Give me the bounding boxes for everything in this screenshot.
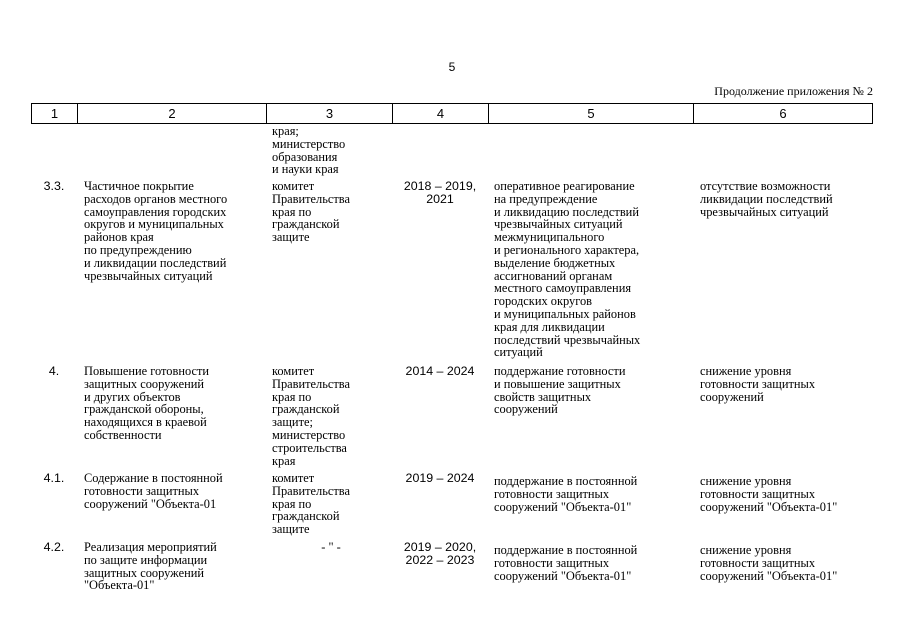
row-period: 2019 – 2020, 2022 – 2023 bbox=[403, 540, 477, 567]
page-number: 5 bbox=[448, 60, 456, 74]
row-consequence: снижение уровня готовности защитных сооружений bbox=[700, 364, 816, 404]
row-name: Содержание в постоянной готовности защитных сооружений "Объекта-01 bbox=[84, 471, 223, 511]
row-result: оперативное реагирование на предупреждение и ликвидацию последствий чрезвычайных ситуаций межмуниципального и регионального характера, выделение бюджетных ассигнований органам местного самоуправления городских округов и муниципальных районов края для ликвидации последствий чрезвычайных ситуаций bbox=[494, 179, 641, 360]
row-period: 2019 – 2024 bbox=[405, 471, 475, 485]
row-result: поддержание готовности и повышение защитных свойств защитных сооружений bbox=[494, 364, 626, 417]
row-result: поддержание в постоянной готовности защитных сооружений "Объекта-01" bbox=[494, 474, 638, 514]
row-period: 2018 – 2019, 2021 bbox=[403, 179, 477, 206]
row-number: 4. bbox=[48, 364, 60, 378]
row-name: Реализация мероприятий по защите информации защитных сооружений "Объекта-01" bbox=[84, 540, 217, 593]
row-executor: - " - bbox=[321, 540, 341, 554]
header-col-3: 3 bbox=[267, 104, 393, 123]
row-number: 3.3. bbox=[43, 179, 65, 193]
row-name: Повышение готовности защитных сооружений и других объектов гражданской обороны, находящихся в краевой собственности bbox=[84, 364, 210, 442]
header-col-1: 1 bbox=[32, 104, 78, 123]
continuation-note: Продолжение приложения № 2 bbox=[714, 84, 873, 98]
row-period: 2014 – 2024 bbox=[405, 364, 475, 378]
header-col-4: 4 bbox=[393, 104, 489, 123]
row-executor: комитет Правительства края по гражданской защите; министерство строительства края bbox=[272, 364, 350, 468]
header-col-6: 6 bbox=[779, 106, 787, 121]
row-result: поддержание в постоянной готовности защитных сооружений "Объекта-01" bbox=[494, 543, 638, 583]
row-consequence: снижение уровня готовности защитных сооружений "Объекта-01" bbox=[700, 474, 838, 514]
header-col-5: 5 bbox=[489, 104, 694, 123]
row-executor: края; министерство образования и науки края bbox=[272, 124, 346, 177]
header-col-2: 2 bbox=[78, 104, 267, 123]
row-consequence: отсутствие возможности ликвидации последствий чрезвычайных ситуаций bbox=[700, 179, 833, 219]
row-number: 4.2. bbox=[43, 540, 65, 554]
row-name: Частичное покрытие расходов органов местного самоуправления городских округов и муниципальных районов края по предупреждению и ликвидации последствий чрезвычайных ситуаций bbox=[84, 179, 228, 283]
row-executor: комитет Правительства края по гражданской защите bbox=[272, 471, 350, 537]
row-number: 4.1. bbox=[43, 471, 65, 485]
row-consequence: снижение уровня готовности защитных сооружений "Объекта-01" bbox=[700, 543, 838, 583]
table-header-row bbox=[31, 103, 873, 124]
row-executor: комитет Правительства края по гражданской защите bbox=[272, 179, 350, 245]
